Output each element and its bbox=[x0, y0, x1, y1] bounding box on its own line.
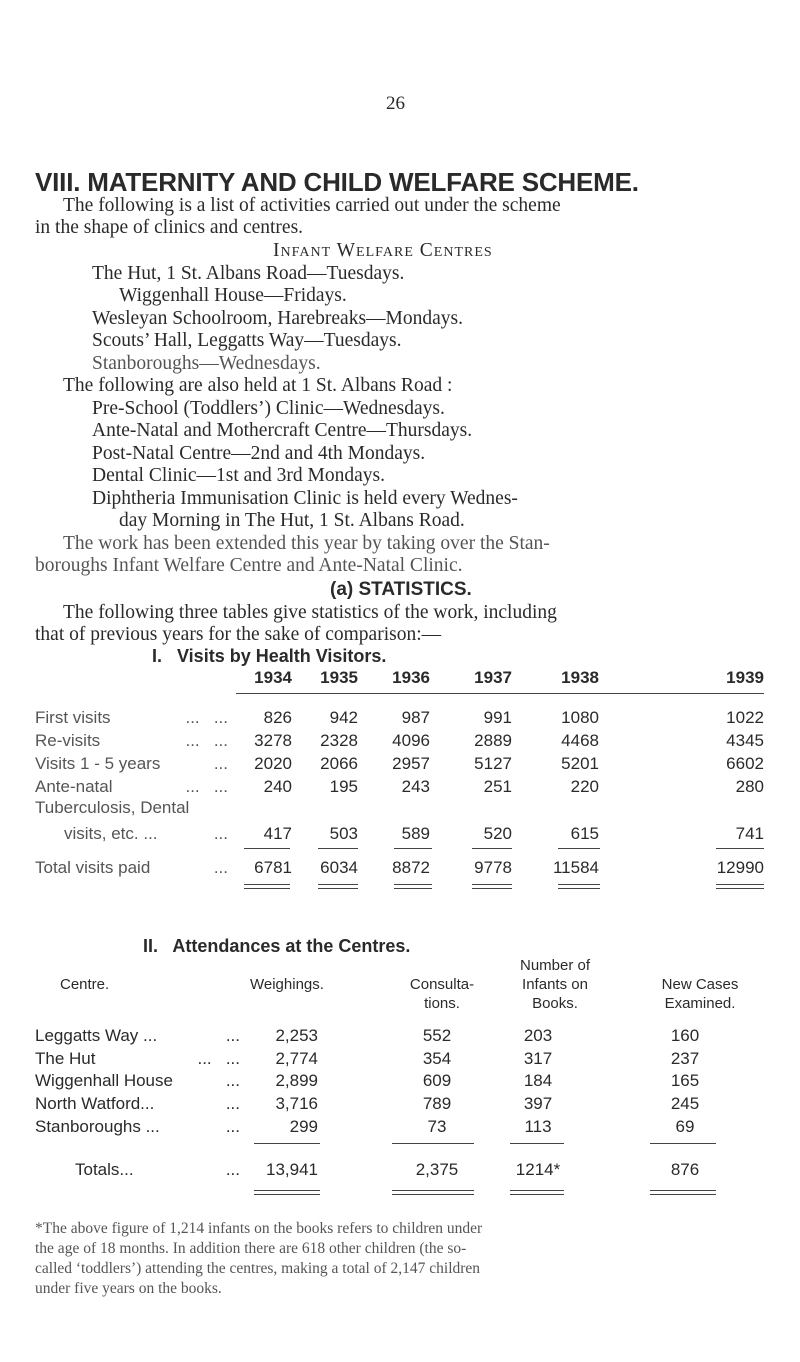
cell-value: 160 bbox=[670, 1026, 700, 1045]
total-value: 2,375 bbox=[415, 1160, 459, 1179]
total-label: Total visits paid bbox=[35, 858, 151, 877]
clinic-item: Dental Clinic—1st and 3rd Mondays. bbox=[92, 465, 386, 486]
totals-label: Totals... bbox=[75, 1160, 134, 1179]
leader-dots: ... bbox=[213, 858, 228, 877]
leader-dots: ... bbox=[213, 824, 228, 843]
total-double-rule bbox=[510, 1190, 564, 1195]
year-header: 1936 bbox=[392, 668, 430, 687]
clinic-item: Ante-Natal and Mothercraft Centre—Thursdays. bbox=[92, 420, 473, 441]
total-rule bbox=[244, 848, 290, 849]
cell-value: 280 bbox=[735, 777, 764, 796]
year-header: 1938 bbox=[561, 668, 599, 687]
cell-value: 4468 bbox=[561, 731, 599, 750]
cell-value: 2,774 bbox=[275, 1049, 318, 1068]
cell-value: 6602 bbox=[726, 754, 764, 773]
cell-value: 2957 bbox=[392, 754, 430, 773]
year-header: 1937 bbox=[474, 668, 512, 687]
row-label: Re-visits bbox=[35, 731, 101, 750]
footnote-line: the age of 18 months. In addition there are 618 other children (the so- bbox=[35, 1240, 467, 1257]
leader-dots: ... bbox=[213, 754, 228, 773]
cell-value: 417 bbox=[263, 824, 292, 843]
intro-line-1: The following is a list of activities carried out under the scheme bbox=[63, 195, 561, 216]
total-rule bbox=[318, 848, 358, 849]
stats-intro-line-2: that of previous years for the sake of comparison:— bbox=[35, 624, 442, 645]
intro-line-2: in the shape of clinics and centres. bbox=[35, 217, 304, 238]
centre-name: The Hut bbox=[35, 1049, 96, 1068]
total-rule bbox=[254, 1143, 320, 1144]
cell-value: 69 bbox=[675, 1117, 695, 1136]
cell-value: 503 bbox=[329, 824, 358, 843]
cell-value: 589 bbox=[401, 824, 430, 843]
cell-value: 942 bbox=[329, 708, 358, 727]
leader-dots: ... ... bbox=[185, 708, 228, 727]
cell-value: 354 bbox=[422, 1049, 452, 1068]
row-label: Visits 1 - 5 years bbox=[35, 754, 161, 773]
cell-value: 3,716 bbox=[275, 1094, 318, 1113]
row-label: Tuberculosis, Dental bbox=[35, 798, 190, 817]
table1-title: I. Visits by Health Visitors. bbox=[152, 646, 387, 666]
section-heading: VIII. MATERNITY AND CHILD WELFARE SCHEME. bbox=[35, 167, 639, 197]
cell-value: 2020 bbox=[254, 754, 292, 773]
total-rule bbox=[558, 848, 600, 849]
header-consultations: tions. bbox=[424, 995, 460, 1012]
page-number: 26 bbox=[386, 93, 405, 114]
total-value: 876 bbox=[670, 1160, 700, 1179]
extended-line-2: boroughs Infant Welfare Centre and Ante-Natal Clinic. bbox=[35, 555, 463, 576]
header-weighings: Weighings. bbox=[250, 976, 324, 993]
cell-value: 520 bbox=[483, 824, 512, 843]
total-double-rule bbox=[394, 884, 432, 889]
total-double-rule bbox=[472, 884, 512, 889]
total-double-rule bbox=[392, 1190, 474, 1195]
cell-value: 195 bbox=[329, 777, 358, 796]
cell-value: 73 bbox=[427, 1117, 447, 1136]
cell-value: 184 bbox=[523, 1071, 553, 1090]
footnote-line: *The above figure of 1,214 infants on the books refers to children under bbox=[35, 1220, 483, 1237]
cell-value: 165 bbox=[670, 1071, 700, 1090]
year-header: 1935 bbox=[320, 668, 358, 687]
cell-value: 1080 bbox=[561, 708, 599, 727]
stats-intro-line-1: The following three tables give statistics of the work, including bbox=[63, 602, 557, 623]
row-label: visits, etc. ... bbox=[64, 824, 158, 843]
cell-value: 615 bbox=[570, 824, 599, 843]
diphtheria-line-2: day Morning in The Hut, 1 St. Albans Road. bbox=[119, 510, 465, 531]
total-rule bbox=[510, 1143, 564, 1144]
year-header: 1939 bbox=[726, 668, 764, 687]
total-rule bbox=[392, 1143, 474, 1144]
centres-title: Infant Welfare Centres bbox=[273, 240, 493, 261]
header-new-cases: New Cases bbox=[661, 976, 739, 993]
cell-value: 5127 bbox=[474, 754, 512, 773]
centre-item: Wesleyan Schoolroom, Harebreaks—Mondays. bbox=[92, 308, 464, 329]
cell-value: 220 bbox=[570, 777, 599, 796]
cell-value: 2,253 bbox=[275, 1026, 318, 1045]
leader-dots: ... ... bbox=[185, 777, 228, 796]
total-double-rule bbox=[244, 884, 290, 889]
centre-name: Stanboroughs ... bbox=[35, 1117, 160, 1136]
total-value: 11584 bbox=[552, 858, 599, 877]
cell-value: 2,899 bbox=[275, 1071, 318, 1090]
header-centre: Centre. bbox=[60, 976, 110, 993]
header-consultations: Consulta- bbox=[409, 976, 475, 993]
leader-dots: ... bbox=[225, 1071, 240, 1090]
header-infants: Infants on bbox=[522, 976, 588, 993]
total-rule bbox=[472, 848, 512, 849]
total-value: 9778 bbox=[474, 858, 512, 877]
statistics-heading: (a) STATISTICS. bbox=[330, 579, 472, 600]
header-infants: Books. bbox=[532, 995, 578, 1012]
leader-dots: ... bbox=[225, 1117, 240, 1136]
centre-item: Stanboroughs—Wednesdays. bbox=[92, 353, 321, 374]
leader-dots: ... bbox=[225, 1026, 240, 1045]
cell-value: 609 bbox=[422, 1071, 452, 1090]
total-value: 6781 bbox=[254, 858, 292, 877]
cell-value: 991 bbox=[483, 708, 512, 727]
diphtheria-line-1: Diphtheria Immunisation Clinic is held every Wednes- bbox=[92, 488, 518, 509]
cell-value: 5201 bbox=[561, 754, 599, 773]
table2-title: II. Attendances at the Centres. bbox=[143, 936, 411, 956]
centre-item: The Hut, 1 St. Albans Road—Tuesdays. bbox=[92, 263, 405, 284]
cell-value: 237 bbox=[670, 1049, 700, 1068]
total-double-rule bbox=[318, 884, 358, 889]
total-value: 13,941 bbox=[266, 1160, 318, 1179]
leader-dots: ... ... bbox=[185, 731, 228, 750]
total-double-rule bbox=[650, 1190, 716, 1195]
centre-item: Wiggenhall House—Fridays. bbox=[119, 285, 347, 306]
leader-dots: ... bbox=[225, 1160, 240, 1179]
total-rule bbox=[394, 848, 432, 849]
cell-value: 2889 bbox=[474, 731, 512, 750]
total-double-rule bbox=[558, 884, 600, 889]
leader-dots: ... bbox=[225, 1094, 240, 1113]
cell-value: 1022 bbox=[726, 708, 764, 727]
cell-value: 552 bbox=[422, 1026, 452, 1045]
centre-item: Scouts’ Hall, Leggatts Way—Tuesdays. bbox=[92, 330, 402, 351]
extended-line-1: The work has been extended this year by taking over the Stan- bbox=[63, 533, 550, 554]
total-value: 6034 bbox=[320, 858, 358, 877]
also-held-line: The following are also held at 1 St. Albans Road : bbox=[63, 375, 453, 396]
cell-value: 113 bbox=[524, 1117, 552, 1136]
cell-value: 317 bbox=[523, 1049, 553, 1068]
row-label: First visits bbox=[35, 708, 111, 727]
header-new-cases: Examined. bbox=[664, 995, 736, 1012]
total-double-rule bbox=[254, 1190, 320, 1195]
footnote-line: under five years on the books. bbox=[35, 1280, 222, 1297]
total-rule bbox=[650, 1143, 716, 1144]
total-value: 1214* bbox=[515, 1160, 561, 1179]
cell-value: 2328 bbox=[320, 731, 358, 750]
centre-name: Wiggenhall House bbox=[35, 1071, 173, 1090]
clinic-item: Pre-School (Toddlers’) Clinic—Wednesdays. bbox=[92, 398, 445, 419]
centre-name: North Watford... bbox=[35, 1094, 155, 1113]
cell-value: 3278 bbox=[254, 731, 292, 750]
row-label: Ante-natal bbox=[35, 777, 113, 796]
cell-value: 240 bbox=[263, 777, 292, 796]
centre-name: Leggatts Way ... bbox=[35, 1026, 158, 1045]
total-rule bbox=[716, 848, 764, 849]
cell-value: 741 bbox=[735, 824, 764, 843]
cell-value: 4096 bbox=[392, 731, 430, 750]
cell-value: 251 bbox=[483, 777, 512, 796]
cell-value: 789 bbox=[422, 1094, 452, 1113]
footnote-line: called ‘toddlers’) attending the centres, making a total of 2,147 children bbox=[35, 1260, 481, 1277]
leader-dots: ... ... bbox=[197, 1049, 240, 1068]
cell-value: 203 bbox=[523, 1026, 553, 1045]
cell-value: 4345 bbox=[726, 731, 764, 750]
table1-header-rule bbox=[236, 693, 764, 694]
year-header: 1934 bbox=[254, 668, 292, 687]
cell-value: 987 bbox=[401, 708, 430, 727]
total-value: 12990 bbox=[716, 858, 764, 877]
cell-value: 299 bbox=[289, 1117, 318, 1136]
total-value: 8872 bbox=[392, 858, 430, 877]
clinic-item: Post-Natal Centre—2nd and 4th Mondays. bbox=[92, 443, 426, 464]
header-infants: Number of bbox=[519, 957, 591, 974]
cell-value: 397 bbox=[523, 1094, 553, 1113]
total-double-rule bbox=[716, 884, 764, 889]
cell-value: 2066 bbox=[320, 754, 358, 773]
cell-value: 826 bbox=[263, 708, 292, 727]
cell-value: 243 bbox=[401, 777, 430, 796]
cell-value: 245 bbox=[670, 1094, 700, 1113]
